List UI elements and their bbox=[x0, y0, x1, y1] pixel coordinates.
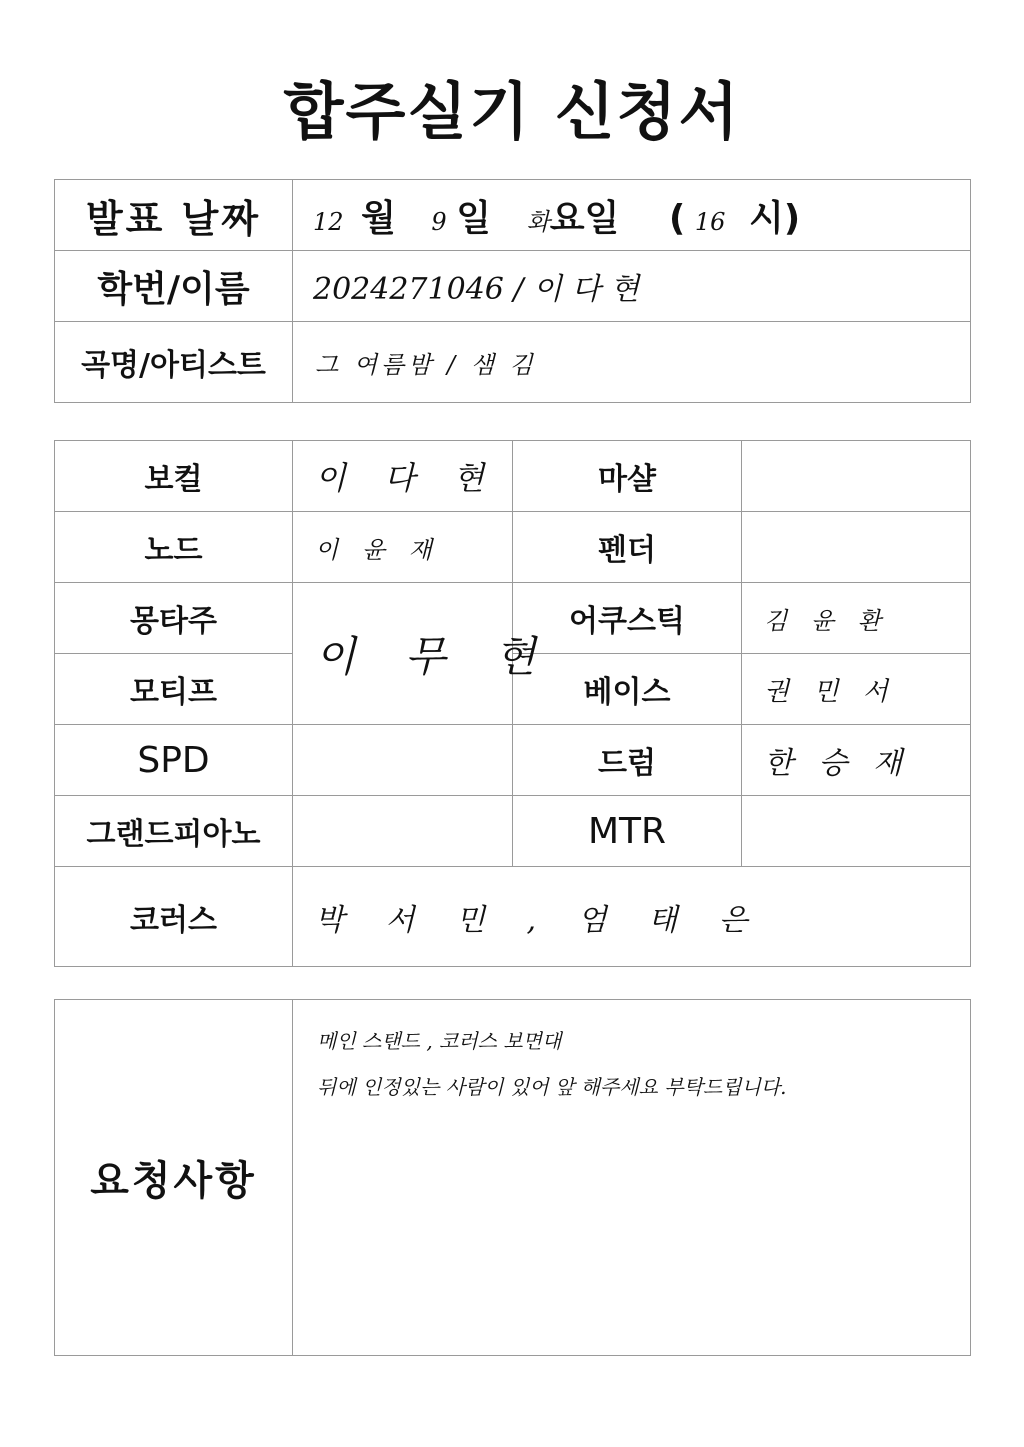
date-weekday-unit: 요일 bbox=[549, 197, 620, 239]
spd-value[interactable] bbox=[293, 725, 513, 796]
info-table bbox=[54, 179, 971, 403]
roles-row-7 bbox=[55, 867, 971, 967]
date-paren-open: ( bbox=[668, 197, 686, 239]
request-line-2: 뒤에 인정있는 사람이 있어 앞 해주세요 부탁드립니다. bbox=[317, 1075, 787, 1099]
fender-label: 펜더 bbox=[513, 512, 742, 583]
montage-label: 몽타주 bbox=[55, 583, 293, 654]
chorus-label: 코러스 bbox=[55, 867, 293, 967]
motif-label: 모티프 bbox=[55, 654, 293, 725]
song-label: 곡명/아티스트 bbox=[55, 322, 293, 403]
request-value[interactable] bbox=[293, 1000, 971, 1356]
student-value[interactable]: 2024271046 / 이 다 현 bbox=[293, 251, 971, 322]
date-label: 발표 날짜 bbox=[55, 180, 293, 251]
node-label: 노드 bbox=[55, 512, 293, 583]
student-label: 학번/이름 bbox=[55, 251, 293, 322]
page-title: 합주실기 신청서 bbox=[283, 75, 741, 148]
grand-piano-value[interactable] bbox=[293, 796, 513, 867]
student-row bbox=[55, 251, 971, 322]
marshall-value[interactable] bbox=[742, 441, 971, 512]
date-month-unit: 월 bbox=[361, 197, 396, 239]
date-month: 12 bbox=[313, 207, 344, 236]
vocal-label: 보컬 bbox=[55, 441, 293, 512]
grand-piano-label: 그랜드피아노 bbox=[55, 796, 293, 867]
roles-row-1 bbox=[55, 441, 971, 512]
request-table bbox=[54, 999, 971, 1356]
date-weekday: 화 bbox=[526, 207, 550, 236]
mtr-value[interactable] bbox=[742, 796, 971, 867]
song-row bbox=[55, 322, 971, 403]
bass-value[interactable]: 권 민 서 bbox=[742, 654, 971, 725]
drum-value[interactable]: 한 승 재 bbox=[742, 725, 971, 796]
spd-label: SPD bbox=[55, 725, 293, 796]
roles-row-6 bbox=[55, 796, 971, 867]
node-value[interactable]: 이 윤 재 bbox=[293, 512, 513, 583]
acoustic-value[interactable]: 김 윤 환 bbox=[742, 583, 971, 654]
drum-label: 드럼 bbox=[513, 725, 742, 796]
request-row bbox=[55, 1000, 971, 1356]
date-hour: 16 bbox=[694, 207, 726, 236]
mtr-label: MTR bbox=[513, 796, 742, 867]
bass-label: 베이스 bbox=[513, 654, 742, 725]
request-label: 요청사항 bbox=[55, 1000, 293, 1356]
chorus-value[interactable]: 박 서 민 , 엄 태 은 bbox=[293, 867, 971, 967]
date-hour-unit: 시) bbox=[748, 197, 801, 239]
roles-row-5 bbox=[55, 725, 971, 796]
date-value[interactable] bbox=[293, 180, 971, 251]
song-value[interactable]: 그 여름밤 / 샘 김 bbox=[293, 322, 971, 403]
roles-table bbox=[54, 440, 971, 967]
request-line-1: 메인 스탠드 , 코러스 보면대 bbox=[317, 1029, 562, 1053]
date-day: 9 bbox=[431, 207, 447, 236]
montage-motif-value[interactable]: 이 무 현 bbox=[293, 583, 513, 725]
marshall-label: 마샬 bbox=[513, 441, 742, 512]
vocal-value[interactable]: 이 다 현 bbox=[293, 441, 513, 512]
roles-row-3 bbox=[55, 583, 971, 654]
fender-value[interactable] bbox=[742, 512, 971, 583]
date-row bbox=[55, 180, 971, 251]
date-day-unit: 일 bbox=[456, 197, 492, 239]
acoustic-label: 어쿠스틱 bbox=[513, 583, 742, 654]
roles-row-2 bbox=[55, 512, 971, 583]
